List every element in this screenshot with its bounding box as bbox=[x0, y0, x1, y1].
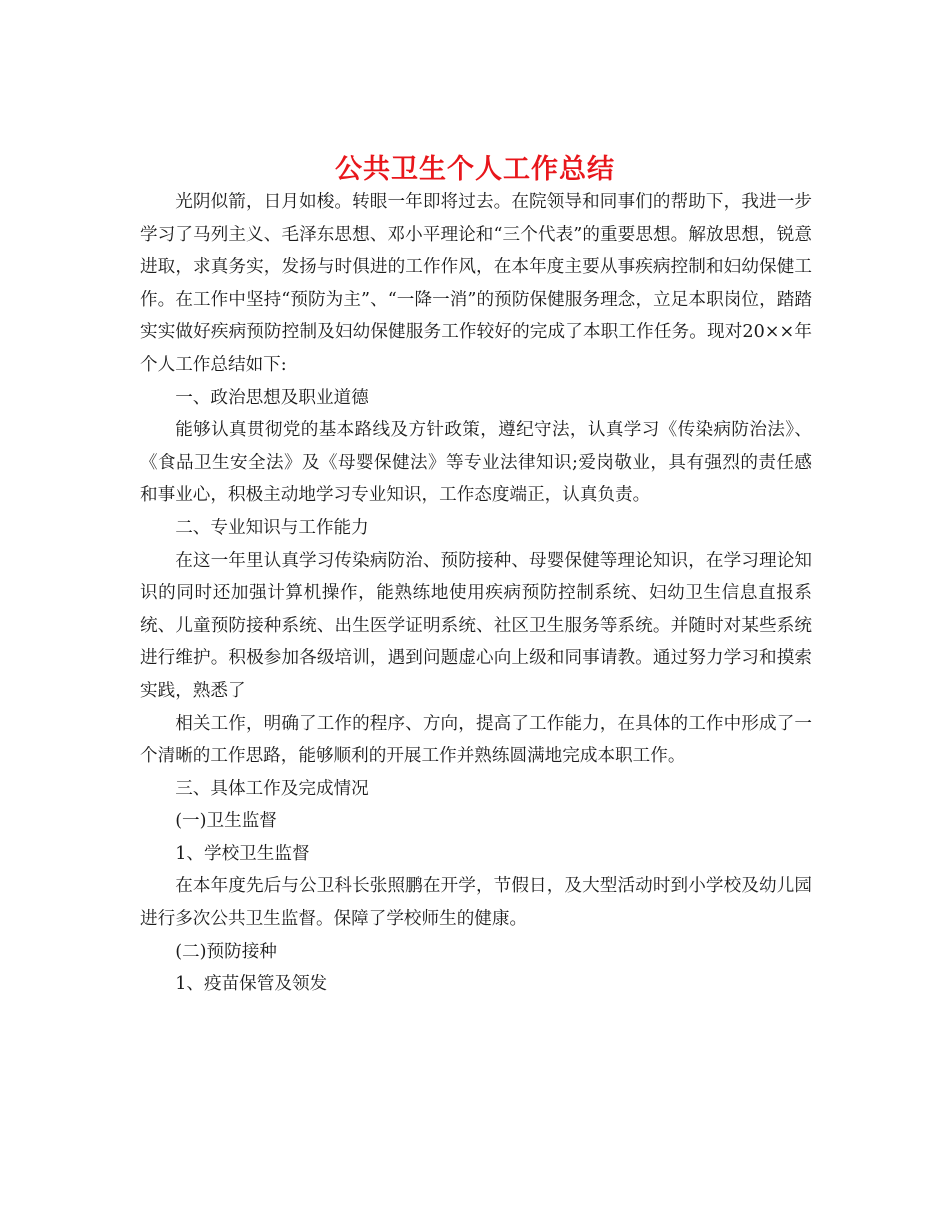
item-heading-school-health: 1、学校卫生监督 bbox=[175, 843, 310, 864]
subsection-heading-vaccination: (二)预防接种 bbox=[175, 941, 277, 962]
paragraph-professional-continued: 相关工作，明确了工作的程序、方向，提高了工作能力，在具体的工作中形成了一个清晰的工作思路，能够顺利的开展工作并熟练圆满地完成本职工作。 bbox=[140, 713, 812, 767]
document-title: 公共卫生个人工作总结 bbox=[335, 154, 615, 186]
section-heading-professional: 二、专业知识与工作能力 bbox=[175, 517, 369, 538]
document-body bbox=[140, 176, 812, 1001]
subsection-heading-health-supervision: (一)卫生监督 bbox=[175, 811, 277, 832]
paragraph-political: 能够认真贯彻党的基本路线及方针政策，遵纪守法，认真学习《传染病防治法》、《食品卫生安全法》及《母婴保健法》等专业法律知识;爱岗敬业，具有强烈的责任感和事业心，积极主动地学习专业知识，工作态度端正，认真负责。 bbox=[140, 420, 812, 506]
item-heading-vaccine-storage: 1、疫苗保管及领发 bbox=[175, 974, 328, 995]
section-heading-work: 三、具体工作及完成情况 bbox=[175, 778, 369, 799]
paragraph-professional: 在这一年里认真学习传染病防治、预防接种、母婴保健等理论知识，在学习理论知识的同时还加强计算机操作，能熟练地使用疾病预防控制系统、妇幼卫生信息直报系统、儿童预防接种系统、出生医学证明系统、社区卫生服务等系统。并随时对某些系统进行维护。积极参加各级培训，遇到问题虚心向上级和同事请教。通过努力学习和摸索实践，熟悉了 bbox=[140, 550, 812, 701]
section-heading-political: 一、政治思想及职业道德 bbox=[175, 387, 369, 408]
paragraph-school-health: 在本年度先后与公卫科长张照鹏在开学，节假日，及大型活动时到小学校及幼儿园进行多次公共卫生监督。保障了学校师生的健康。 bbox=[140, 876, 812, 930]
paragraph-intro: 光阴似箭，日月如梭。转眼一年即将过去。在院领导和同事们的帮助下，我进一步学习了马列主义、毛泽东思想、邓小平理论和“三个代表”的重要思想。解放思想，锐意进取，求真务实，发扬与时俱进的工作作风，在本年度主要从事疾病控制和妇幼保健工作。在工作中坚持“预防为主”、“一降一消”的预防保健服务理念，立足本职岗位，踏踏实实做好疾病预防控制及妇幼保健服务工作较好的完成了本职工作任务。现对20××年个人工作总结如下: bbox=[140, 192, 812, 375]
